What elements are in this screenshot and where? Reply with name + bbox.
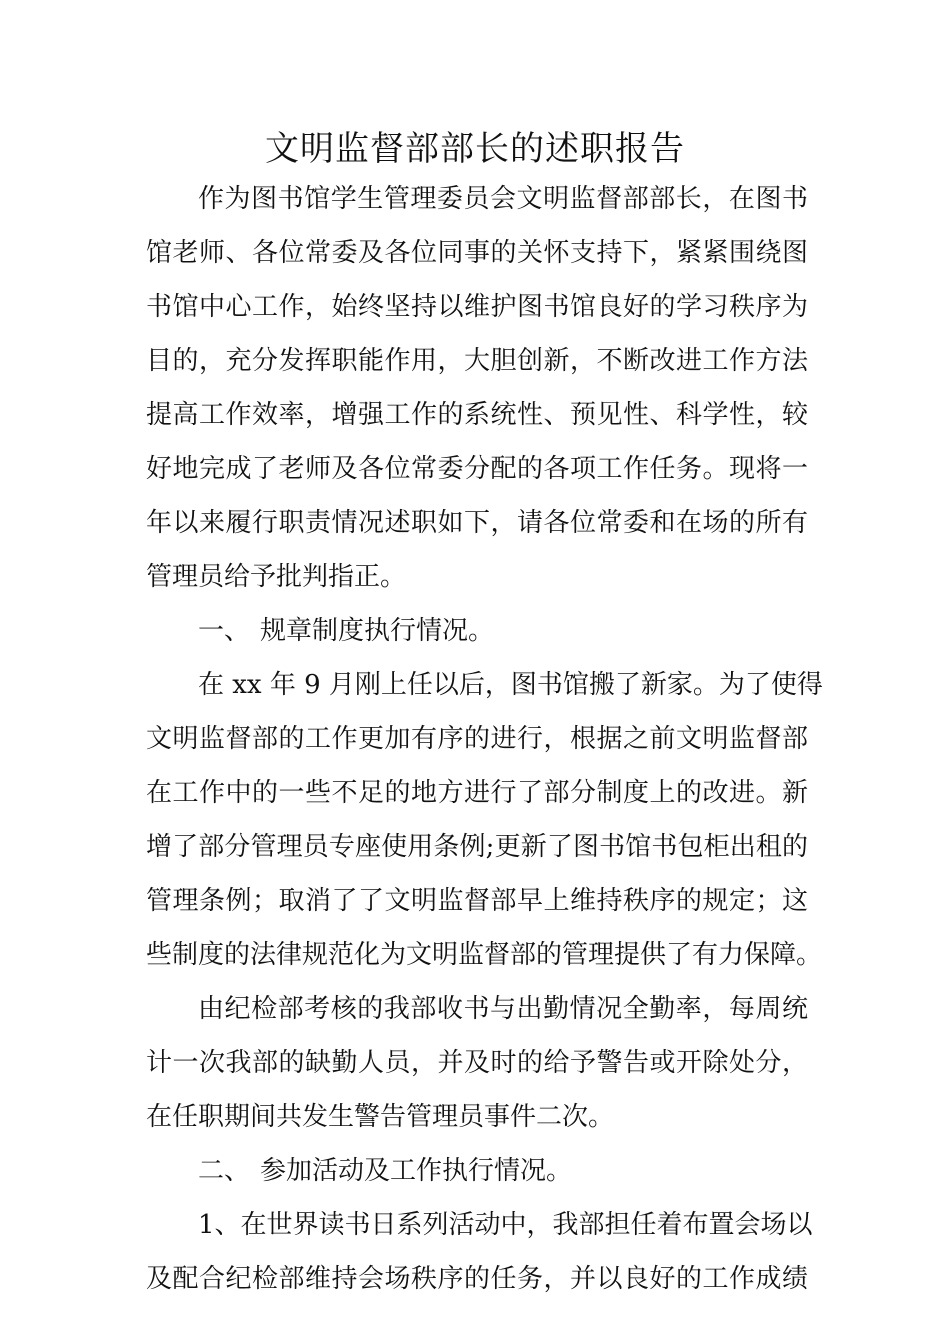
paragraph-2-line: 增了部分管理员专座使用条例;更新了图书馆书包柜出租的 [146,832,808,862]
paragraph-1-line: 年以来履行职责情况述职如下，请各位常委和在场的所有 [146,508,808,538]
document-title: 文明监督部部长的述职报告 [265,129,685,169]
section-1-number: 一、 [198,616,251,646]
paragraph-1-line: 馆老师、各位常委及各位同事的关怀支持下，紧紧围绕图 [146,238,808,268]
paragraph-2-line: 在 xx 年 9 月刚上任以后，图书馆搬了新家。为了使得 [198,670,823,700]
paragraph-3-line: 在任职期间共发生警告管理员事件二次。 [146,1102,615,1132]
paragraph-2-line: 管理条例；取消了了文明监督部早上维持秩序的规定；这 [146,886,808,916]
section-2-title: 参加活动及工作执行情况。 [260,1156,573,1186]
paragraph-1-line: 管理员给予批判指正。 [146,562,407,592]
paragraph-2-line: 些制度的法律规范化为文明监督部的管理提供了有力保障。 [146,940,823,970]
paragraph-1-line: 书馆中心工作，始终坚持以维护图书馆良好的学习秩序为 [146,292,808,322]
section-2-number: 二、 [198,1156,251,1186]
paragraph-2-line: 在工作中的一些不足的地方进行了部分制度上的改进。新 [146,778,808,808]
section-1-title: 规章制度执行情况。 [260,616,495,646]
section-1-heading [146,604,808,658]
paragraph-1-line: 目的，充分发挥职能作用，大胆创新，不断改进工作方法 [146,346,808,376]
paragraph-3-line: 计一次我部的缺勤人员，并及时的给予警告或开除处分， [146,1048,808,1078]
paragraph-1-line: 提高工作效率，增强工作的系统性、预见性、科学性，较 [146,400,808,430]
paragraph-4-line: 及配合纪检部维持会场秩序的任务，并以良好的工作成绩 [146,1264,808,1294]
paragraph-1-line: 好地完成了老师及各位常委分配的各项工作任务。现将一 [146,454,808,484]
paragraph-3-line: 由纪检部考核的我部收书与出勤情况全勤率，每周统 [198,994,808,1024]
paragraph-2-line: 文明监督部的工作更加有序的进行，根据之前文明监督部 [146,724,808,754]
paragraph-4-line: 1、在世界读书日系列活动中，我部担任着布置会场以 [198,1210,813,1240]
document-body [146,172,823,1306]
paragraph-1-line: 作为图书馆学生管理委员会文明监督部部长，在图书 [198,184,808,214]
section-2-heading [146,1144,808,1198]
